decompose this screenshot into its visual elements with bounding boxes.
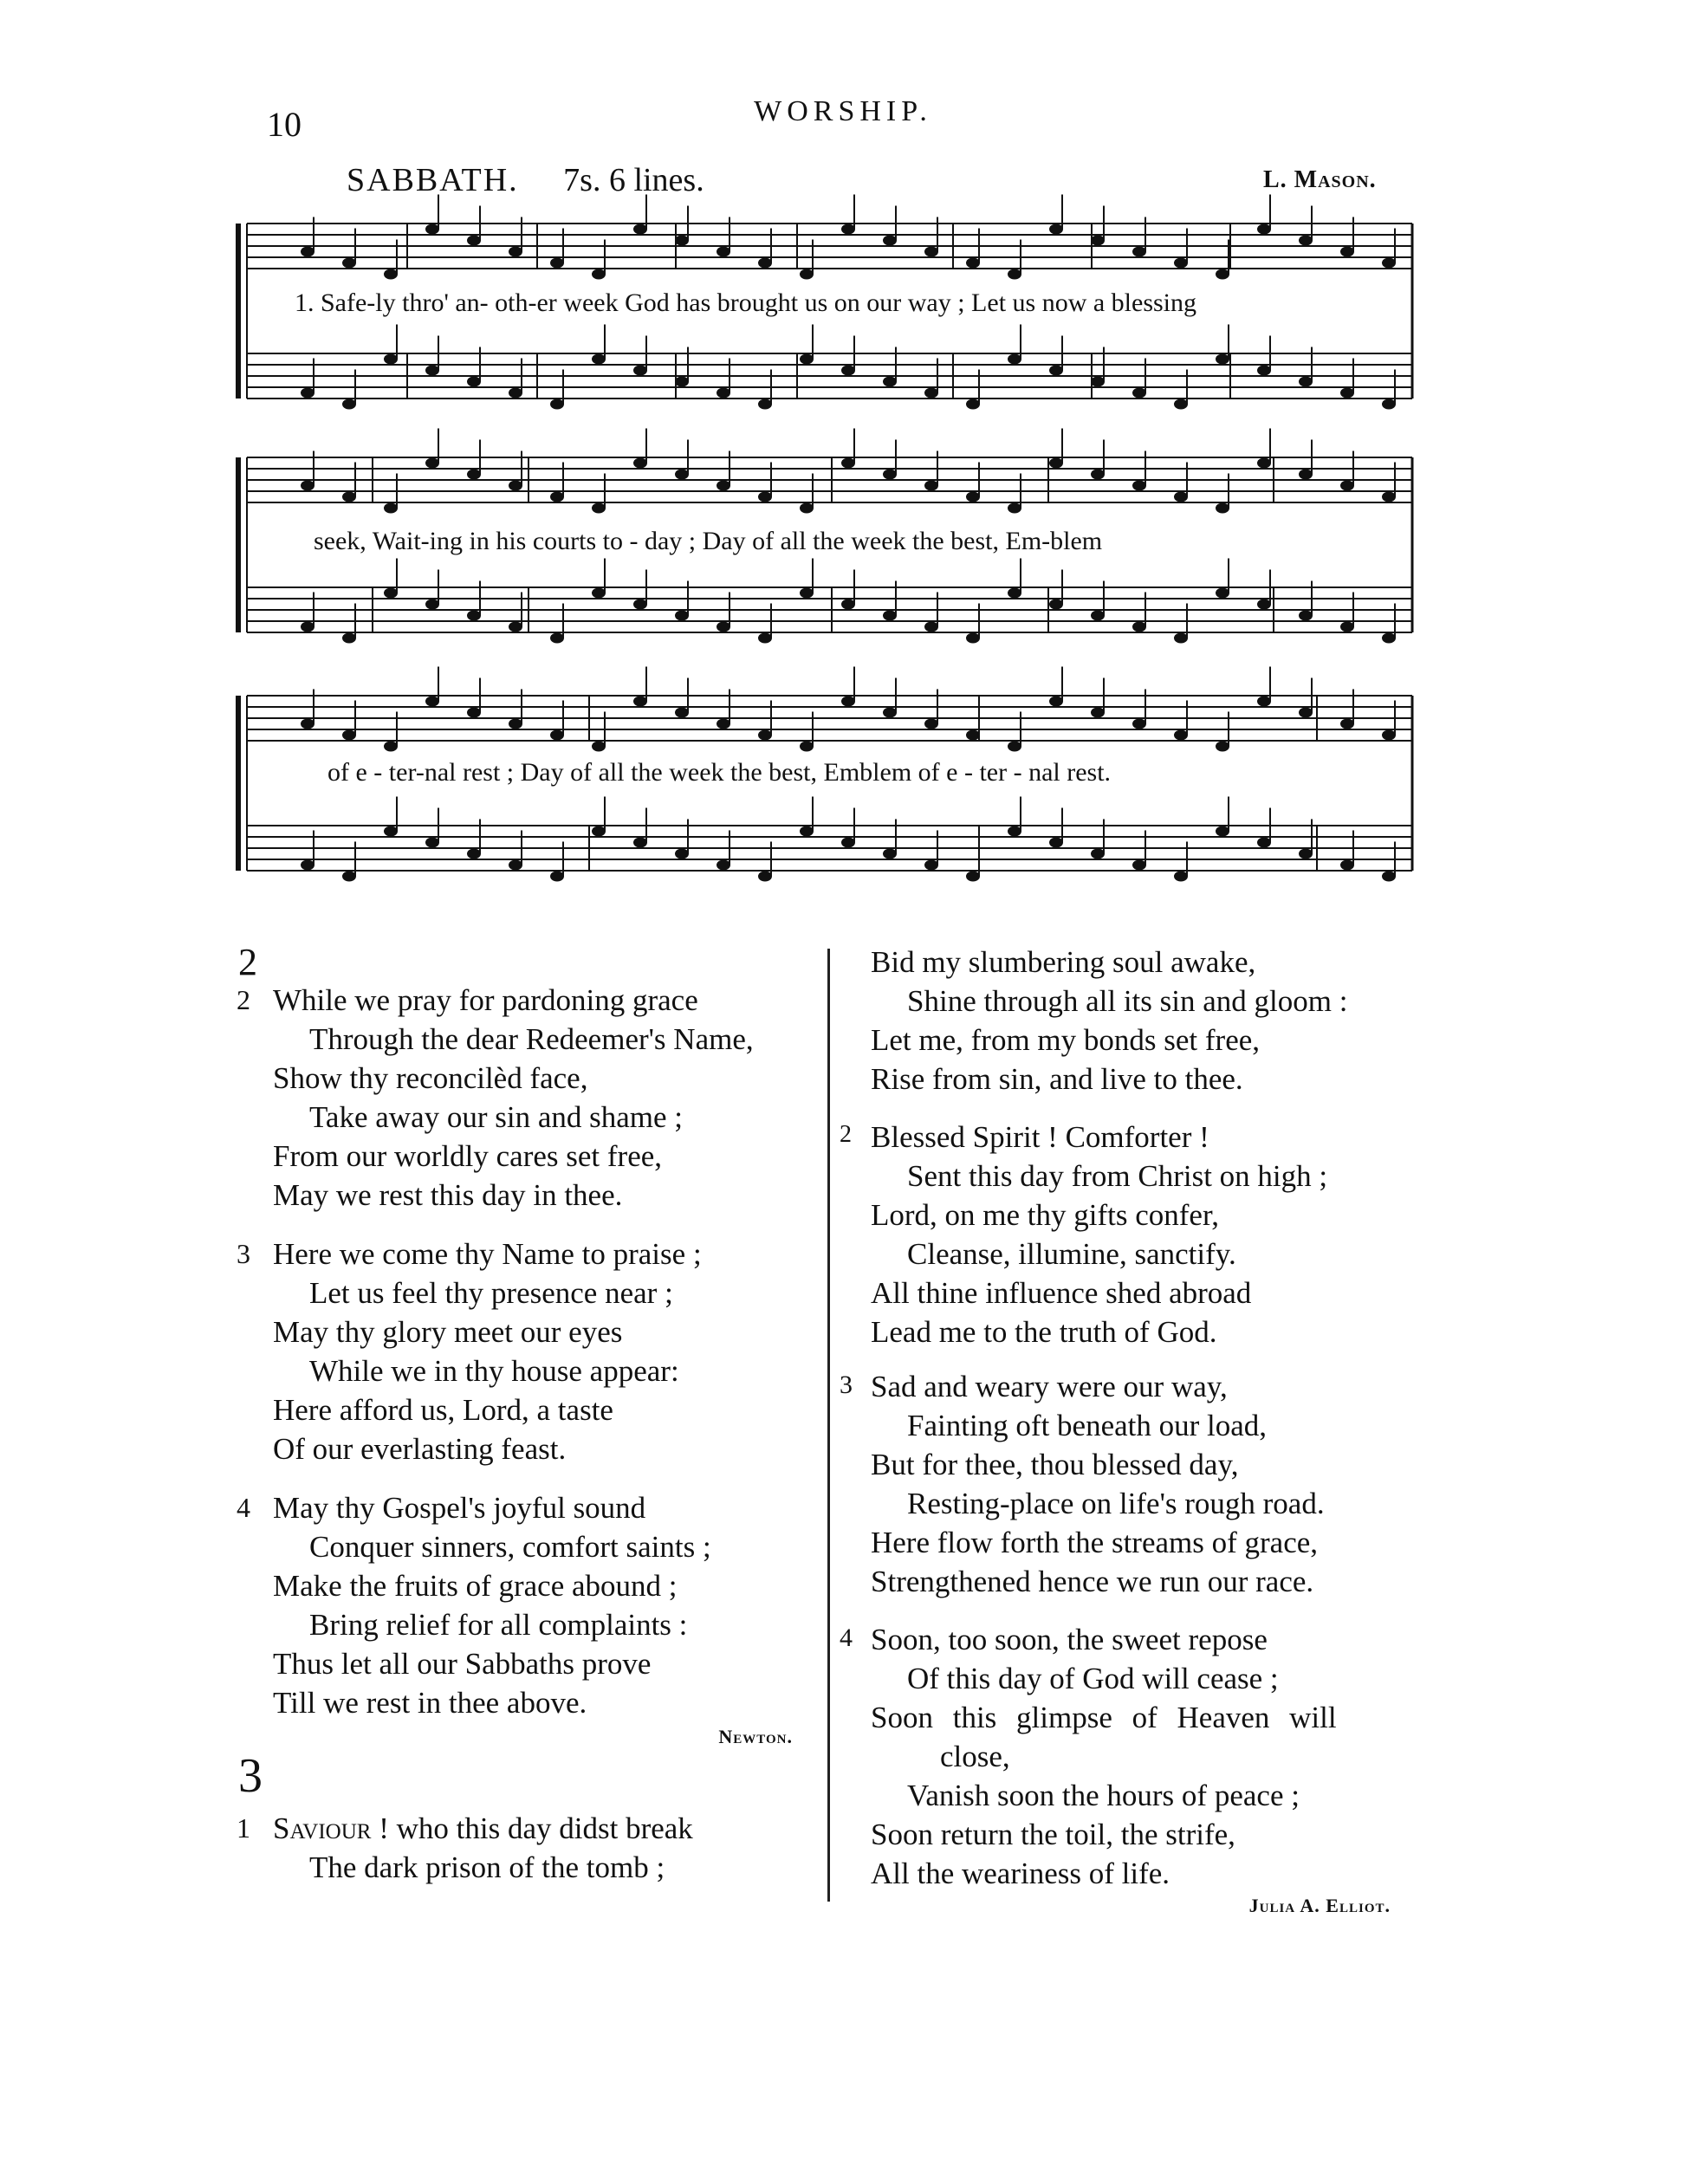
verse-line: Soon this glimpse of Heaven will bbox=[871, 1701, 1337, 1734]
verse-line: Resting-place on life's rough road. bbox=[907, 1487, 1325, 1520]
tune-name: SABBATH. bbox=[347, 162, 519, 198]
note-head bbox=[301, 388, 315, 399]
verse-line: From our worldly cares set free, bbox=[273, 1139, 663, 1173]
note-head bbox=[1257, 697, 1271, 707]
note-head bbox=[717, 247, 730, 257]
verse-line: Sent this day from Christ on high ; bbox=[907, 1159, 1328, 1193]
note-head bbox=[1049, 224, 1063, 235]
hymn-2-verse-3 bbox=[237, 1235, 810, 1468]
note-head bbox=[841, 697, 855, 707]
note-head bbox=[1174, 258, 1188, 269]
note-head bbox=[342, 730, 356, 741]
note-head bbox=[425, 224, 439, 235]
note-head bbox=[1049, 458, 1063, 469]
note-head bbox=[425, 458, 439, 469]
note-head bbox=[841, 224, 855, 235]
note-head bbox=[633, 599, 647, 610]
note-head bbox=[800, 742, 814, 752]
hymn-2 bbox=[238, 940, 257, 984]
verse-number: 2 bbox=[840, 1121, 852, 1148]
note-head bbox=[800, 269, 814, 280]
note-head bbox=[758, 399, 772, 410]
note-head bbox=[1299, 377, 1313, 387]
verse-line: Take away our sin and shame ; bbox=[309, 1100, 684, 1134]
note-head bbox=[1216, 269, 1229, 280]
note-head bbox=[550, 730, 564, 741]
note-head bbox=[1216, 354, 1229, 365]
hymn-3-verse-1-start bbox=[237, 1809, 810, 1887]
note-head bbox=[592, 503, 606, 514]
verse-line: Rise from sin, and live to thee. bbox=[871, 1062, 1243, 1096]
verse-line: Make the fruits of grace abound ; bbox=[273, 1569, 678, 1603]
verse-line: Vanish soon the hours of peace ; bbox=[907, 1779, 1300, 1812]
note-head bbox=[467, 611, 481, 621]
note-head bbox=[467, 470, 481, 480]
note-head bbox=[1049, 838, 1063, 848]
note-head bbox=[717, 719, 730, 729]
hymn-number: 3 bbox=[238, 1749, 263, 1803]
note-head bbox=[924, 247, 938, 257]
hymn-number: 2 bbox=[238, 941, 257, 983]
note-head bbox=[883, 470, 897, 480]
note-head bbox=[800, 503, 814, 514]
note-head bbox=[924, 388, 938, 399]
note-head bbox=[1174, 399, 1188, 410]
lyric-line-2: seek, Wait-ing in his courts to - day ; Day of all the week the best, Em-blem bbox=[314, 527, 1103, 555]
note-head bbox=[841, 599, 855, 610]
verse-line: Cleanse, illumine, sanctify. bbox=[907, 1237, 1236, 1271]
verse-line: Till we rest in thee above. bbox=[273, 1686, 587, 1720]
note-head bbox=[1382, 872, 1396, 882]
note-head bbox=[758, 633, 772, 644]
note-head bbox=[301, 622, 315, 632]
verse-first-rest: who this day didst break bbox=[388, 1811, 693, 1845]
lyric-line-1: 1. Safe-ly thro' an- oth-er week God has brought us on our way ; Let us now a blessing bbox=[295, 288, 1197, 317]
note-head bbox=[1382, 399, 1396, 410]
note-head bbox=[800, 354, 814, 365]
note-head bbox=[633, 697, 647, 707]
verse-line: Let us feel thy presence near ; bbox=[309, 1276, 673, 1310]
note-head bbox=[633, 458, 647, 469]
note-head bbox=[1340, 388, 1354, 399]
note-head bbox=[301, 247, 315, 257]
note-head bbox=[675, 611, 689, 621]
note-head bbox=[592, 826, 606, 837]
note-head bbox=[509, 860, 522, 871]
note-head bbox=[384, 269, 398, 280]
verse-line: Fainting oft beneath our load, bbox=[907, 1409, 1268, 1442]
verse-line: Show thy reconcilèd face, bbox=[273, 1061, 588, 1095]
note-head bbox=[509, 622, 522, 632]
note-head bbox=[1299, 849, 1313, 859]
note-head bbox=[342, 258, 356, 269]
verse-number: 1 bbox=[237, 1812, 250, 1844]
note-head bbox=[467, 236, 481, 246]
note-head bbox=[342, 633, 356, 644]
note-head bbox=[883, 708, 897, 718]
note-head bbox=[717, 481, 730, 491]
note-head bbox=[800, 588, 814, 599]
note-head bbox=[425, 599, 439, 610]
note-head bbox=[717, 388, 730, 399]
note-head bbox=[841, 838, 855, 848]
verse-line: Shine through all its sin and gloom : bbox=[907, 984, 1348, 1018]
verse-line: While we pray for pardoning grace bbox=[273, 983, 698, 1017]
note-head bbox=[1257, 366, 1271, 376]
note-head bbox=[384, 742, 398, 752]
note-head bbox=[509, 247, 522, 257]
note-head bbox=[1132, 860, 1146, 871]
note-head bbox=[467, 708, 481, 718]
note-head bbox=[342, 492, 356, 502]
note-head bbox=[342, 399, 356, 410]
note-head bbox=[467, 849, 481, 859]
note-head bbox=[467, 377, 481, 387]
verse-line: Conquer sinners, comfort saints ; bbox=[309, 1530, 711, 1564]
hymn-3-verse-2 bbox=[840, 1118, 1443, 1351]
verse-line: Sad and weary were our way, bbox=[871, 1370, 1228, 1403]
note-head bbox=[1299, 708, 1313, 718]
note-head bbox=[1340, 860, 1354, 871]
column-divider bbox=[827, 949, 830, 1902]
hymn-3-verse-3 bbox=[840, 1367, 1443, 1601]
note-head bbox=[675, 377, 689, 387]
note-head bbox=[633, 366, 647, 376]
note-head bbox=[966, 730, 980, 741]
note-head bbox=[883, 849, 897, 859]
note-head bbox=[1382, 730, 1396, 741]
note-head bbox=[1216, 742, 1229, 752]
hymn-3 bbox=[238, 1748, 263, 1804]
note-head bbox=[592, 269, 606, 280]
note-head bbox=[1132, 622, 1146, 632]
note-head bbox=[301, 481, 315, 491]
verse-line: Bring relief for all complaints : bbox=[309, 1608, 688, 1642]
note-head bbox=[841, 458, 855, 469]
note-head bbox=[966, 633, 980, 644]
note-head bbox=[384, 503, 398, 514]
note-head bbox=[675, 708, 689, 718]
note-head bbox=[1382, 633, 1396, 644]
verse-first-line bbox=[273, 1809, 810, 1848]
running-head: WORSHIP. bbox=[754, 95, 932, 127]
note-head bbox=[675, 236, 689, 246]
note-head bbox=[758, 730, 772, 741]
verse-line: Thus let all our Sabbaths prove bbox=[273, 1647, 652, 1681]
verse-line: But for thee, thou blessed day, bbox=[871, 1448, 1239, 1481]
note-head bbox=[883, 377, 897, 387]
note-head bbox=[924, 719, 938, 729]
note-head bbox=[384, 588, 398, 599]
note-head bbox=[1174, 730, 1188, 741]
note-head bbox=[966, 399, 980, 410]
verse-line: Through the dear Redeemer's Name, bbox=[309, 1022, 754, 1056]
note-head bbox=[1216, 826, 1229, 837]
note-head bbox=[758, 258, 772, 269]
note-head bbox=[1216, 503, 1229, 514]
note-head bbox=[1132, 388, 1146, 399]
note-head bbox=[425, 838, 439, 848]
note-head bbox=[717, 860, 730, 871]
page-number: 10 bbox=[267, 105, 302, 144]
verse-line: Here afford us, Lord, a taste bbox=[273, 1393, 613, 1427]
note-head bbox=[1257, 458, 1271, 469]
note-head bbox=[966, 258, 980, 269]
note-head bbox=[384, 826, 398, 837]
note-head bbox=[924, 622, 938, 632]
note-head bbox=[1299, 611, 1313, 621]
verse-line: While we in thy house appear: bbox=[309, 1354, 679, 1388]
note-head bbox=[550, 633, 564, 644]
hymn-3-verse-4 bbox=[840, 1620, 1443, 1917]
note-head bbox=[1216, 588, 1229, 599]
verse-line: Soon return the toil, the strife, bbox=[871, 1818, 1235, 1851]
note-head bbox=[1049, 697, 1063, 707]
verse-line: close, bbox=[940, 1740, 1010, 1773]
note-head bbox=[509, 719, 522, 729]
note-head bbox=[1174, 492, 1188, 502]
verse-line: Blessed Spirit ! Comforter ! bbox=[871, 1120, 1209, 1154]
note-head bbox=[1008, 354, 1021, 365]
note-head bbox=[1299, 236, 1313, 246]
note-head bbox=[1091, 377, 1105, 387]
verse-line: May thy Gospel's joyful sound bbox=[273, 1491, 646, 1525]
verse-number: 4 bbox=[840, 1623, 853, 1652]
verse-line: Let me, from my bonds set free, bbox=[871, 1023, 1261, 1057]
note-head bbox=[425, 366, 439, 376]
tune-composer: L. Mason. bbox=[1263, 166, 1377, 193]
hymn-2-author: Newton. bbox=[718, 1726, 793, 1747]
note-head bbox=[1008, 588, 1021, 599]
note-head bbox=[1132, 481, 1146, 491]
verse-number: 4 bbox=[237, 1492, 250, 1523]
verse-line: Bid my slumbering soul awake, bbox=[871, 945, 1256, 979]
note-head bbox=[1008, 742, 1021, 752]
note-head bbox=[966, 492, 980, 502]
note-head bbox=[758, 872, 772, 882]
note-head bbox=[924, 481, 938, 491]
note-head bbox=[675, 470, 689, 480]
note-head bbox=[592, 742, 606, 752]
verse-line: Strengthened hence we run our race. bbox=[871, 1565, 1314, 1598]
note-head bbox=[1382, 492, 1396, 502]
verse-line: All the weariness of life. bbox=[871, 1857, 1170, 1890]
note-head bbox=[1340, 481, 1354, 491]
note-head bbox=[301, 719, 315, 729]
verse-number: 3 bbox=[237, 1238, 250, 1269]
note-head bbox=[633, 224, 647, 235]
note-head bbox=[1091, 470, 1105, 480]
note-head bbox=[1299, 470, 1313, 480]
tune-meter: 7s. 6 lines. bbox=[563, 162, 704, 198]
note-head bbox=[509, 481, 522, 491]
note-head bbox=[592, 354, 606, 365]
note-head bbox=[1132, 719, 1146, 729]
note-head bbox=[1382, 258, 1396, 269]
note-head bbox=[550, 399, 564, 410]
verse-line: Of this day of God will cease ; bbox=[907, 1662, 1279, 1695]
hymn-2-verse-2 bbox=[237, 981, 810, 1215]
verse-line: Of our everlasting feast. bbox=[273, 1432, 567, 1466]
note-head bbox=[550, 258, 564, 269]
note-head bbox=[1174, 633, 1188, 644]
note-head bbox=[1340, 247, 1354, 257]
note-head bbox=[1257, 599, 1271, 610]
verse-number: 2 bbox=[237, 984, 250, 1015]
verse-line: Soon, too soon, the sweet repose bbox=[871, 1623, 1268, 1656]
note-head bbox=[384, 354, 398, 365]
verse-line: May thy glory meet our eyes bbox=[273, 1315, 623, 1349]
note-head bbox=[800, 826, 814, 837]
hymn-2-verse-4 bbox=[237, 1488, 810, 1748]
note-head bbox=[1008, 269, 1021, 280]
note-head bbox=[1008, 503, 1021, 514]
note-head bbox=[1257, 838, 1271, 848]
verse-line: All thine influence shed abroad bbox=[871, 1276, 1252, 1310]
verse-line: Lord, on me thy gifts confer, bbox=[871, 1198, 1219, 1232]
note-head bbox=[1132, 247, 1146, 257]
note-head bbox=[1008, 826, 1021, 837]
note-head bbox=[509, 388, 522, 399]
note-head bbox=[425, 697, 439, 707]
note-head bbox=[924, 860, 938, 871]
note-head bbox=[717, 622, 730, 632]
note-head bbox=[1049, 366, 1063, 376]
verse-line: Here flow forth the streams of grace, bbox=[871, 1526, 1319, 1559]
note-head bbox=[1091, 708, 1105, 718]
note-head bbox=[1174, 872, 1188, 882]
note-head bbox=[841, 366, 855, 376]
verse-line: May we rest this day in thee. bbox=[273, 1178, 623, 1212]
note-head bbox=[592, 588, 606, 599]
note-head bbox=[675, 849, 689, 859]
note-head bbox=[758, 492, 772, 502]
note-head bbox=[1340, 622, 1354, 632]
verse-line: Lead me to the truth of God. bbox=[871, 1315, 1217, 1349]
note-head bbox=[633, 838, 647, 848]
verse-line: The dark prison of the tomb ; bbox=[309, 1850, 665, 1884]
note-head bbox=[550, 872, 564, 882]
verse-line: Here we come thy Name to praise ; bbox=[273, 1237, 702, 1271]
note-head bbox=[1049, 599, 1063, 610]
verse-number: 3 bbox=[840, 1371, 853, 1399]
hymn-3-verse-1-end bbox=[871, 943, 1443, 1098]
note-head bbox=[1257, 224, 1271, 235]
verse-first-word: Saviour ! bbox=[273, 1811, 389, 1845]
note-head bbox=[301, 860, 315, 871]
note-head bbox=[883, 611, 897, 621]
note-head bbox=[1091, 236, 1105, 246]
note-head bbox=[1340, 719, 1354, 729]
note-head bbox=[1091, 849, 1105, 859]
lyric-line-3: of e - ter-nal rest ; Day of all the week the best, Emblem of e - ter - nal rest. bbox=[327, 758, 1112, 787]
note-head bbox=[966, 872, 980, 882]
note-head bbox=[342, 872, 356, 882]
note-head bbox=[550, 492, 564, 502]
note-head bbox=[1091, 611, 1105, 621]
note-head bbox=[883, 236, 897, 246]
hymn-3-author: Julia A. Elliot. bbox=[1248, 1895, 1391, 1916]
